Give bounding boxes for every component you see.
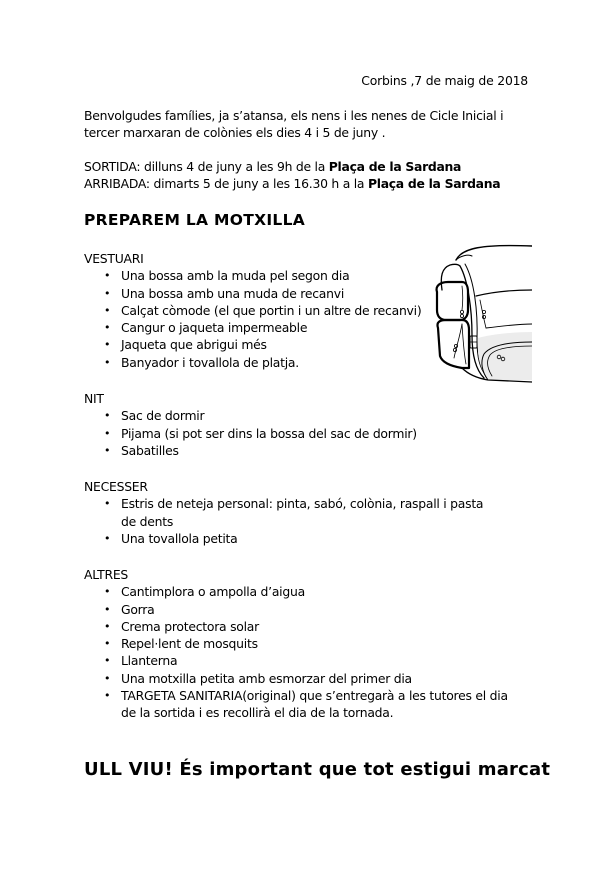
list-item [84, 670, 514, 687]
list-item-text: Una tovallola petita [121, 530, 238, 546]
bullet-icon: • [104, 531, 111, 545]
list-item-text: Una bossa amb una muda de recanvi [121, 285, 345, 301]
list-item-text: Llanterna [121, 653, 178, 669]
list-item [84, 618, 514, 635]
bullet-icon: • [104, 637, 111, 651]
list-item-text: Cantimplora o ampolla d’aigua [121, 584, 305, 600]
list-item [84, 635, 514, 652]
departure-line [84, 158, 524, 175]
bullet-icon: • [104, 619, 111, 633]
arrival-line [84, 175, 524, 192]
section-heading: VESTUARI [84, 251, 144, 266]
item-list [84, 407, 514, 459]
date-line: Corbins ,7 de maig de 2018 [361, 73, 528, 88]
bullet-icon: • [104, 426, 111, 440]
departure-place: Plaça de la Sardana [328, 159, 462, 174]
departure-label: SORTIDA: dilluns 4 de juny a les 9h de la [84, 159, 329, 174]
bullet-icon: • [104, 602, 111, 616]
list-item-text: Jaqueta que abrigui més [121, 337, 267, 353]
bullet-icon: • [104, 671, 111, 685]
list-item [84, 583, 514, 600]
list-item [84, 687, 514, 722]
intro-paragraph: Benvolgudes famílies, ja s’atansa, els nens i les nenes de Cicle Inicial i tercer marxaran de colònies els dies 4 i 5 de juny . [84, 108, 504, 141]
bullet-icon: • [104, 269, 111, 283]
list-item [84, 652, 514, 669]
backpack-icon [432, 240, 532, 385]
list-item [84, 407, 514, 424]
list-item-text: Banyador i tovallola de platja. [121, 354, 299, 370]
section-heading: NECESSER [84, 479, 148, 494]
list-item-text: Repel·lent de mosquits [121, 636, 258, 652]
schedule-block [84, 158, 524, 193]
bullet-icon: • [104, 321, 111, 335]
list-item-text: Estris de neteja personal: pinta, sabó, colònia, raspall i pasta de dents [121, 496, 484, 529]
bullet-icon: • [104, 585, 111, 599]
list-item [84, 442, 514, 459]
section-heading: ALTRES [84, 567, 129, 582]
list-item [84, 530, 484, 547]
section-necesser [84, 478, 484, 547]
list-item-text: Pijama (si pot ser dins la bossa del sac de dormir) [121, 425, 417, 441]
bullet-icon: • [104, 654, 111, 668]
item-list [84, 583, 514, 721]
bullet-icon: • [104, 497, 111, 511]
list-item [84, 601, 514, 618]
list-item-text: Crema protectora solar [121, 618, 259, 634]
item-list [84, 495, 484, 547]
bullet-icon: • [104, 303, 111, 317]
bullet-icon: • [104, 689, 111, 703]
list-item [84, 495, 484, 530]
arrival-place: Plaça de la Sardana [367, 176, 501, 192]
arrival-label: ARRIBADA: dimarts 5 de juny a les 16.30 h a la [84, 176, 368, 192]
bullet-icon: • [104, 355, 111, 369]
bullet-icon: • [104, 443, 111, 457]
section-heading: NIT [84, 391, 104, 406]
bullet-icon: • [104, 338, 111, 352]
list-item-text: Cangur o jaqueta impermeable [121, 320, 308, 336]
footer-note: ULL VIU! És important que tot estigui marcat [84, 759, 551, 780]
list-item [84, 425, 514, 442]
list-item-text: Una motxilla petita amb esmorzar del primer dia [121, 670, 412, 686]
list-item-text: TARGETA SANITARIA(original) que s’entregarà a les tutores el dia de la sortida i es recollirà el dia de la tornada. [121, 688, 508, 721]
list-item-text: Gorra [121, 601, 155, 617]
section-nit [84, 390, 514, 459]
list-item-text: Una bossa amb la muda pel segon dia [121, 268, 350, 284]
list-item-text: Sabatilles [121, 442, 179, 458]
section-altres [84, 566, 514, 722]
page-title: PREPAREM LA MOTXILLA [84, 211, 306, 229]
bullet-icon: • [104, 286, 111, 300]
bullet-icon: • [104, 409, 111, 423]
list-item-text: Sac de dormir [121, 408, 205, 424]
list-item-text: Calçat còmode (el que portin i un altre de recanvi) [121, 302, 422, 318]
